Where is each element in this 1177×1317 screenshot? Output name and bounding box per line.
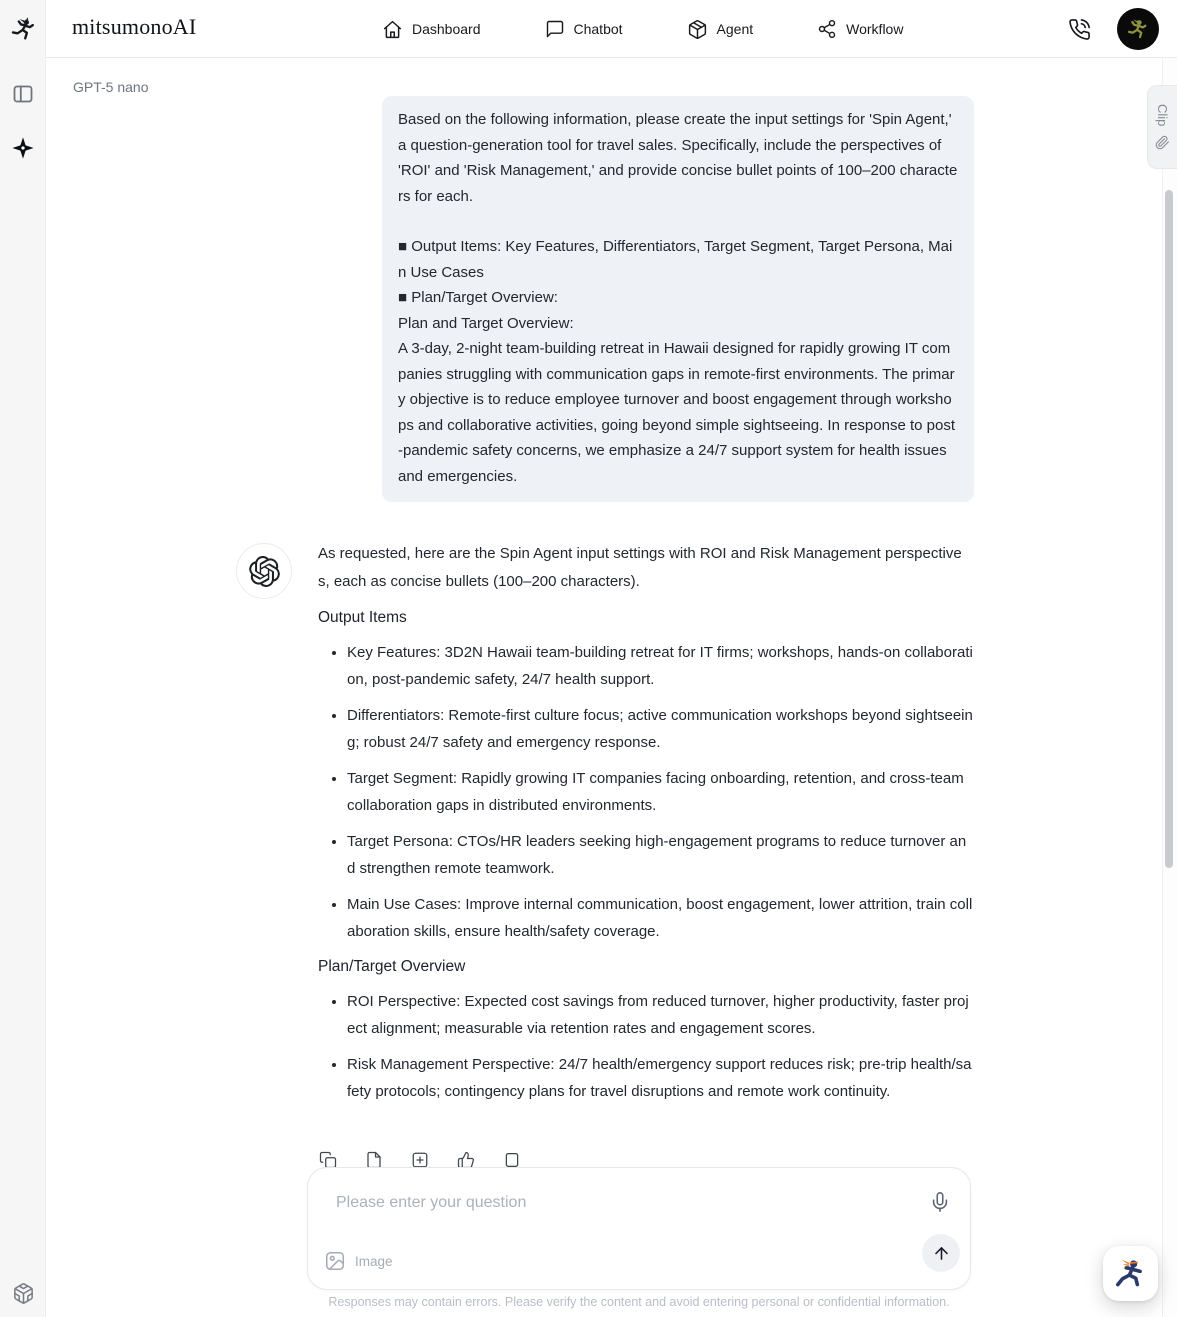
list-item: • Differentiators: Remote-first culture focus; active communication workshops beyond sightseeing; robust 24/7 safety and emergency response. [347,702,973,756]
clip-tab-label: Clip [1155,104,1170,127]
nav-item-dashboard[interactable] [382,19,481,40]
assistant-mascot-button[interactable] [1103,1246,1158,1301]
app-logo[interactable] [0,0,46,58]
attach-image-button[interactable] [324,1250,393,1272]
user-message-paragraph: Based on the following information, please create the input settings for 'Spin Agent,' a question-generation tool for travel sales. Specifically, include the perspectives of 'ROI' and 'Risk Management,' and provide concise bullet points of 100–200 characters for each. [398,111,958,205]
brand-title: mitsumonoAI [72,14,197,39]
sidebar [0,0,46,1317]
image-button-label: Image [355,1253,393,1269]
nav-label: Agent [716,21,754,37]
nav-label: Workflow [846,21,904,37]
assistant-message [318,540,973,1114]
user-message-paragraph: A 3-day, 2-night team-building retreat in Hawaii designed for rapidly growing IT companies struggling with communication gaps in remote-first environments. The primary objective is to reduce employee turnover and boost engagement through workshops and collaborative activities, going beyond simple sightseeing. In response to post-pandemic safety concerns, we emphasize a 24/7 support system for health issues and emergencies. [398,340,955,485]
avatar-figure-icon [1125,16,1151,42]
disclaimer-text: Responses may contain errors. Please verify the content and avoid entering personal or confidential information. [328,1295,950,1309]
ninja-mascot-icon [1112,1255,1150,1293]
nav-label: Chatbot [573,21,623,37]
ninja-logo-icon [10,16,37,43]
list-item: • Main Use Cases: Improve internal communication, boost engagement, lower attrition, train collaboration skills, ensure health/safety coverage. [347,891,973,945]
sparkle-icon [10,135,36,161]
nav-label: Dashboard [412,21,481,37]
list-item: • ROI Perspective: Expected cost savings from reduced turnover, higher productivity, faster project alignment; measurable via retention rates and engagement scores. [347,988,973,1042]
package-icon [687,19,708,40]
microphone-button[interactable] [928,1190,952,1214]
header-right [1068,0,1159,58]
sidebar-item-assistant[interactable] [0,128,46,168]
blank-line [398,209,958,234]
nav-item-workflow[interactable] [817,19,903,39]
list-item: • Risk Management Perspective: 24/7 health/emergency support reduces risk; pre-trip health/safety protocols; contingency plans for travel disruptions and remote work continuity. [347,1051,973,1105]
nav-item-agent[interactable] [687,19,754,40]
list-item: • Target Persona: CTOs/HR leaders seeking high-engagement programs to reduce turnover and strengthen remote teamwork. [347,828,973,882]
list-item: • Key Features: 3D2N Hawaii team-building retreat for IT firms; workshops, hands-on collaboration, post-pandemic safety, 24/7 health support. [347,639,973,693]
scrollbar-thumb[interactable] [1165,190,1173,868]
cube-icon [12,1282,35,1305]
bullet-list [318,639,973,945]
user-message-item: ■ Plan/Target Overview: [398,289,558,306]
openai-logo-icon [249,556,280,587]
section-heading: Plan/Target Overview [318,958,466,975]
arrow-up-icon [932,1244,951,1263]
share-nodes-icon [817,19,837,39]
call-button[interactable] [1068,18,1091,41]
list-item: • Target Segment: Rapidly growing IT companies facing onboarding, retention, and cross-team collaboration gaps in distributed environments. [347,765,973,819]
question-input[interactable] [336,1194,896,1212]
phone-call-icon [1068,18,1091,41]
clip-tab[interactable] [1147,85,1177,169]
home-icon [382,19,403,40]
assistant-avatar [236,543,292,599]
chat-bubble-icon [545,19,565,39]
send-button[interactable] [922,1234,960,1272]
paperclip-icon [1155,135,1170,150]
main-nav [382,0,903,58]
user-message-bubble [382,96,974,502]
panel-toggle-icon [11,82,35,106]
nav-item-chatbot[interactable] [545,19,623,39]
image-icon [324,1250,346,1272]
user-avatar[interactable] [1117,8,1159,50]
assistant-intro: As requested, here are the Spin Agent input settings with ROI and Risk Management perspectives, each as concise bullets (100–200 characters). [318,545,962,590]
user-message-line: Plan and Target Overview: [398,314,574,332]
user-message-item: ■ Output Items: Key Features, Differentiators, Target Segment, Target Persona, Main Use Cases [398,238,953,281]
sidebar-toggle-button[interactable] [0,74,46,114]
bullet-list [318,988,973,1105]
model-label: GPT-5 nano [73,79,149,95]
header [46,0,1177,58]
section-heading: Output Items [318,609,407,626]
composer [307,1167,971,1290]
sidebar-item-sandbox[interactable] [0,1273,46,1313]
